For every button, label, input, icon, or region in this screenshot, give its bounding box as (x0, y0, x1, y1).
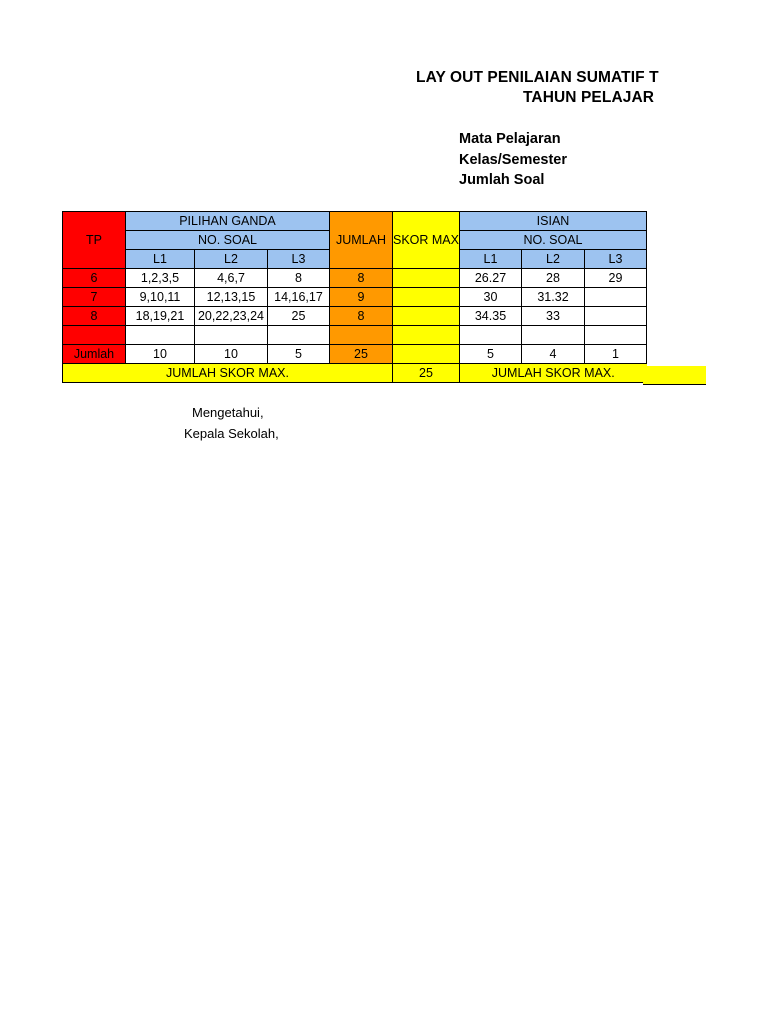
skor-cell (393, 307, 460, 326)
jumlah-cell: 9 (330, 288, 393, 307)
total-isian-cell: 1 (585, 345, 647, 364)
isian-cell: 28 (522, 269, 585, 288)
table-row (63, 269, 647, 288)
table-row (63, 326, 647, 345)
pg-cell: 25 (268, 307, 330, 326)
isian-level-l1: L1 (460, 250, 522, 269)
skor-max-right-label: JUMLAH SKOR MAX. (460, 364, 647, 383)
skor-max-header: SKOR MAX (393, 212, 460, 269)
isian-no-soal-header: NO. SOAL (460, 231, 647, 250)
pg-cell: 9,10,11 (126, 288, 195, 307)
jumlah-header: JUMLAH (330, 212, 393, 269)
pg-cell (195, 326, 268, 345)
header-row-1 (63, 212, 647, 231)
isian-cell: 31.32 (522, 288, 585, 307)
isian-cell: 29 (585, 269, 647, 288)
total-label: Jumlah (63, 345, 126, 364)
total-pg-cell: 10 (126, 345, 195, 364)
total-jumlah-cell: 25 (330, 345, 393, 364)
pg-cell: 20,22,23,24 (195, 307, 268, 326)
pg-cell (126, 326, 195, 345)
tp-cell: 6 (63, 269, 126, 288)
isian-cell: 33 (522, 307, 585, 326)
table-row (63, 288, 647, 307)
total-isian-cell: 4 (522, 345, 585, 364)
skor-cell (393, 269, 460, 288)
assessment-layout-table (62, 211, 647, 383)
tp-cell: 7 (63, 288, 126, 307)
skor-max-value: 25 (393, 364, 460, 383)
meta-subject-label: Mata Pelajaran (459, 131, 561, 147)
pilihan-ganda-header: PILIHAN GANDA (126, 212, 330, 231)
pg-cell: 18,19,21 (126, 307, 195, 326)
table-row (63, 307, 647, 326)
skor-max-left-label: JUMLAH SKOR MAX. (63, 364, 393, 383)
meta-class-label: Kelas/Semester (459, 152, 568, 168)
pg-level-l3: L3 (268, 250, 330, 269)
skor-cell (393, 326, 460, 345)
skor-cell (393, 288, 460, 307)
total-isian-cell: 5 (460, 345, 522, 364)
isian-cell: 30 (460, 288, 522, 307)
skor-max-row-overflow (643, 366, 706, 385)
total-skor-cell (393, 345, 460, 364)
tp-cell: 8 (63, 307, 126, 326)
pg-cell: 8 (268, 269, 330, 288)
tp-header: TP (63, 212, 126, 269)
pg-cell: 12,13,15 (195, 288, 268, 307)
signature-acknowledged: Mengetahui, (192, 405, 264, 420)
document-title-line2: TAHUN PELAJAR (523, 89, 655, 106)
document-title-line1: LAY OUT PENILAIAN SUMATIF T (416, 69, 659, 86)
isian-cell: 34.35 (460, 307, 522, 326)
isian-cell (585, 288, 647, 307)
pg-cell: 14,16,17 (268, 288, 330, 307)
jumlah-cell: 8 (330, 269, 393, 288)
isian-level-l2: L2 (522, 250, 585, 269)
meta-question-count-label: Jumlah Soal (459, 172, 545, 188)
isian-cell: 26.27 (460, 269, 522, 288)
total-pg-cell: 10 (195, 345, 268, 364)
pg-level-l2: L2 (195, 250, 268, 269)
isian-level-l3: L3 (585, 250, 647, 269)
total-pg-cell: 5 (268, 345, 330, 364)
pg-level-l1: L1 (126, 250, 195, 269)
isian-cell (585, 307, 647, 326)
jumlah-cell: 8 (330, 307, 393, 326)
isian-header: ISIAN (460, 212, 647, 231)
total-row (63, 345, 647, 364)
isian-cell (585, 326, 647, 345)
isian-cell (522, 326, 585, 345)
tp-cell (63, 326, 126, 345)
skor-max-row (63, 364, 647, 383)
pg-cell: 4,6,7 (195, 269, 268, 288)
isian-cell (460, 326, 522, 345)
pg-no-soal-header: NO. SOAL (126, 231, 330, 250)
pg-cell: 1,2,3,5 (126, 269, 195, 288)
signature-principal: Kepala Sekolah, (184, 426, 279, 441)
jumlah-cell (330, 326, 393, 345)
pg-cell (268, 326, 330, 345)
